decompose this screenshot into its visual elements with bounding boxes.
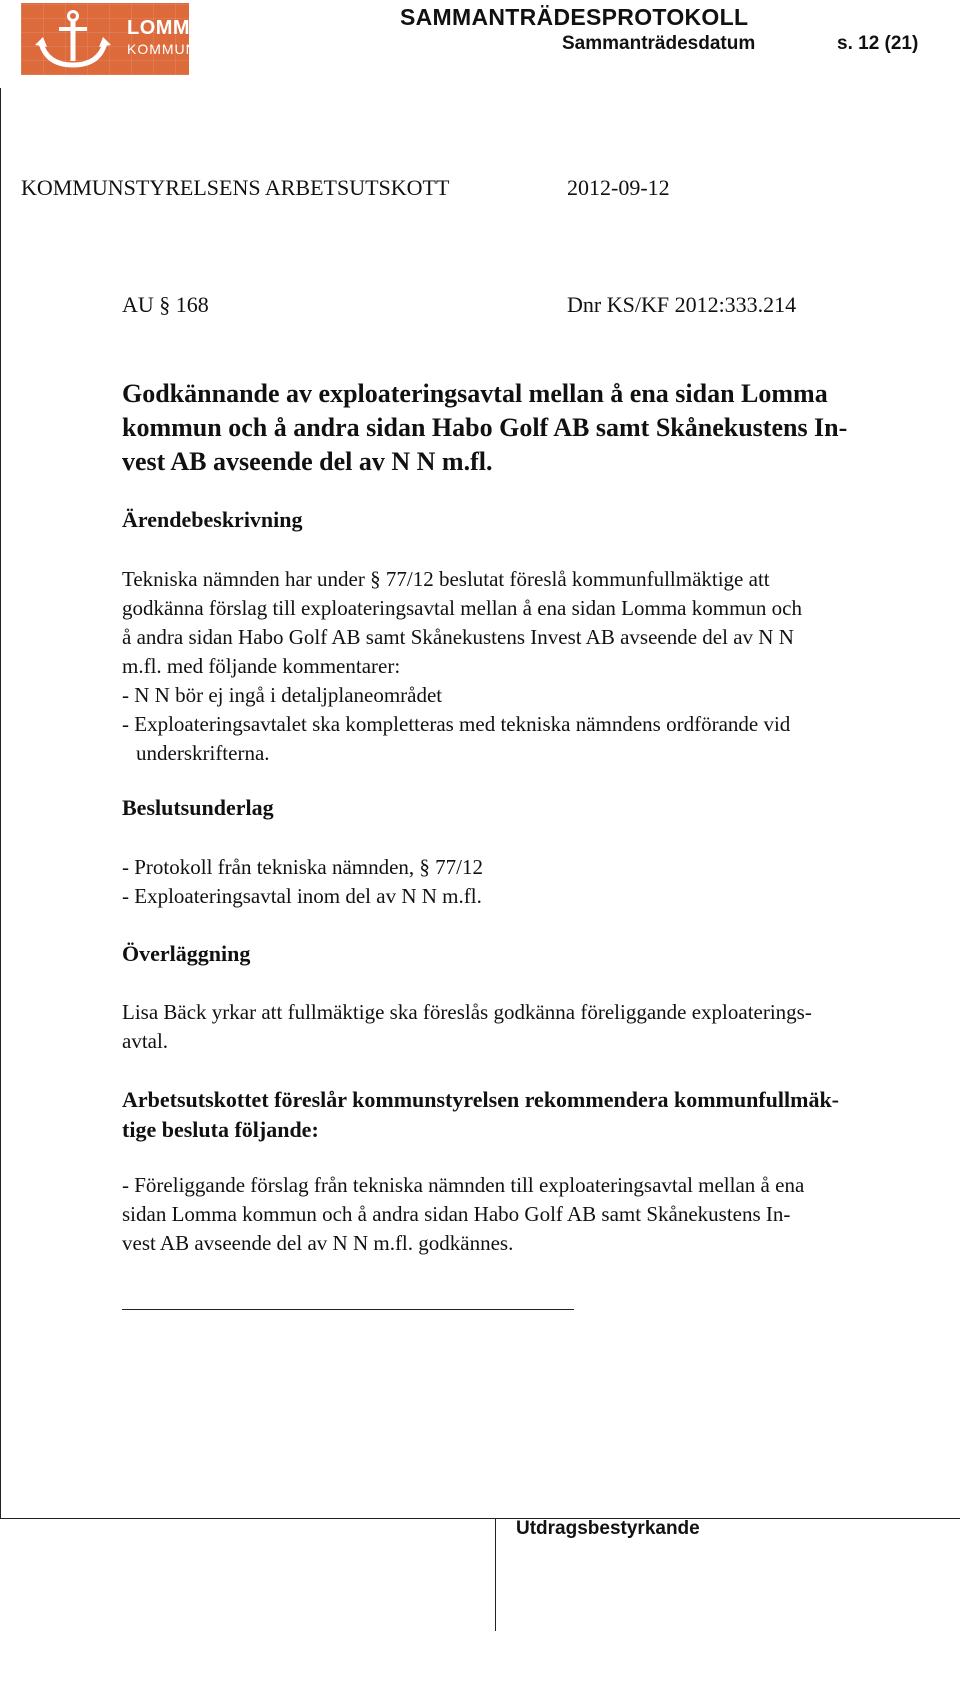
heading-line: tige besluta följande: <box>122 1117 319 1142</box>
meeting-date: 2012-09-12 <box>567 175 670 200</box>
anchor-icon <box>27 9 119 71</box>
text-line: - Exploateringsavtalet ska kompletteras med tekniska nämndens ordförande vid <box>122 712 791 736</box>
text-line: - Föreliggande förslag från tekniska nämnden till exploateringsavtal mellan å ena <box>122 1173 805 1197</box>
text-line: - N N bör ej ingå i detaljplaneområdet <box>122 683 443 707</box>
text-line: vest AB avseende del av N N m.fl. godkännes. <box>122 1231 514 1255</box>
title-line: vest AB avseende del av N N m.fl. <box>122 447 493 476</box>
section-body-underlag <box>122 853 948 911</box>
section-heading-overlaggning: Överläggning <box>122 941 251 966</box>
text-line: Tekniska nämnden har under § 77/12 beslutat föreslå kommunfullmäktige att <box>122 567 770 591</box>
text-line: - Exploateringsavtal inom del av N N m.fl. <box>122 884 482 908</box>
text-line: sidan Lomma kommun och å andra sidan Habo Golf AB samt Skånekustens In- <box>122 1202 791 1226</box>
logo-sub: KOMMUN <box>127 41 197 57</box>
diary-number: Dnr KS/KF 2012:333.214 <box>567 292 797 317</box>
meeting-date-label: Sammanträdesdatum <box>562 33 756 54</box>
section-heading-forslag <box>122 1085 839 1145</box>
paragraph-number: AU § 168 <box>122 292 209 317</box>
title-line: kommun och å andra sidan Habo Golf AB samt Skånekustens In- <box>122 413 848 442</box>
section-body-overlaggning <box>122 998 948 1056</box>
page-reference: s. 12 (21) <box>837 33 919 54</box>
text-line: avtal. <box>122 1029 169 1053</box>
signature-divider <box>495 1518 496 1631</box>
text-line: godkänna förslag till exploateringsavtal mellan å ena sidan Lomma kommun och <box>122 596 802 620</box>
text-line: underskrifterna. <box>136 741 270 765</box>
signature-label: Utdragsbestyrkande <box>516 1518 700 1539</box>
section-body-forslag <box>122 1171 948 1258</box>
text-line: Lisa Bäck yrkar att fullmäktige ska föreslås godkänna föreliggande exploaterings- <box>122 1000 812 1024</box>
page-title <box>122 377 942 479</box>
logo-name: LOMMA <box>127 17 206 39</box>
title-line: Godkännande av exploateringsavtal mellan å ena sidan Lomma <box>122 379 828 408</box>
heading-line: Arbetsutskottet föreslår kommunstyrelsen rekommendera kommunfullmäk- <box>122 1087 840 1112</box>
text-line: - Protokoll från tekniska nämnden, § 77/12 <box>122 855 484 879</box>
left-margin-line <box>0 88 1 1518</box>
end-rule <box>122 1309 574 1310</box>
text-line: å andra sidan Habo Golf AB samt Skånekustens Invest AB avseende del av N N <box>122 625 794 649</box>
section-heading-underlag: Beslutsunderlag <box>122 795 274 820</box>
section-body-arende <box>122 565 948 768</box>
footer-divider <box>0 1518 960 1519</box>
document-type: SAMMANTRÄDESPROTOKOLL <box>400 4 749 30</box>
lomma-kommun-logo <box>21 3 206 75</box>
organ-name: KOMMUNSTYRELSENS ARBETSUTSKOTT <box>21 175 450 200</box>
text-line: m.fl. med följande kommentarer: <box>122 654 401 678</box>
section-heading-arende: Ärendebeskrivning <box>122 507 303 532</box>
